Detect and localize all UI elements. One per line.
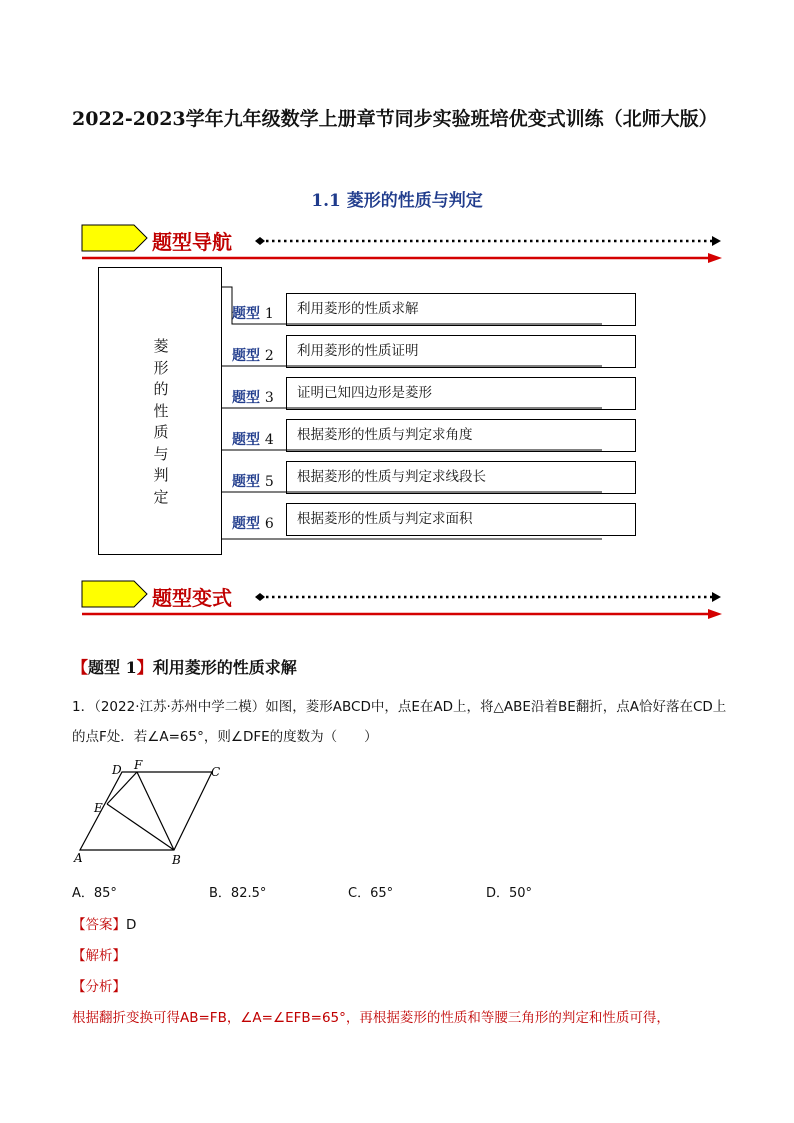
question-type-heading: 【题型 1】利用菱形的性质求解 [72, 658, 297, 677]
label-A: A [74, 851, 83, 865]
variant-banner [80, 578, 730, 623]
type-tag-1: 题型 1 [232, 306, 274, 322]
type-row-2: 利用菱形的性质证明 [286, 335, 636, 368]
type-row-5: 根据菱形的性质与判定求线段长 [286, 461, 636, 494]
option-a: A．85° [72, 886, 117, 901]
type-row-6: 根据菱形的性质与判定求面积 [286, 503, 636, 536]
label-F: F [134, 758, 143, 772]
variant-banner-label: 题型变式 [152, 586, 232, 610]
type-tag-5: 题型 5 [232, 474, 274, 490]
question-text: 1．（2022·江苏·苏州中学二模）如图，菱形ABCD中，点E在AD上，将△ABE沿着BE翻折，点A恰好落在CD上的点F处．若∠A=65°，则∠DFE的度数为（ ） [72, 699, 727, 745]
option-c: C．65° [348, 886, 394, 901]
label-D: D [112, 763, 122, 777]
nav-banner-label: 题型导航 [152, 230, 232, 254]
document-title: 2022-2023学年九年级数学上册章节同步实验班培优变式训练（北师大版） [72, 108, 718, 130]
analysis-text: 根据翻折变换可得AB=FB，∠A=∠EFB=65°，再根据菱形的性质和等腰三角形的判定和性质可得， [72, 1010, 670, 1026]
option-d: D．50° [486, 886, 533, 901]
type-tag-2: 题型 2 [232, 348, 274, 364]
rhombus-figure [70, 758, 250, 868]
type-row-3: 证明已知四边形是菱形 [286, 377, 636, 410]
label-B: B [172, 853, 181, 867]
topic-label-text: 菱 形 的 性 质 与 判 定 [153, 337, 169, 506]
option-b: B．82.5° [209, 886, 267, 901]
type-tag-6: 题型 6 [232, 516, 274, 532]
label-C: C [211, 765, 221, 779]
type-row-1: 利用菱形的性质求解 [286, 293, 636, 326]
analysis-label: 【解析】 [72, 948, 126, 964]
answer-line: 【答案】D [72, 917, 137, 933]
type-tag-4: 题型 4 [232, 432, 274, 448]
label-E: E [94, 801, 103, 815]
type-row-4: 根据菱形的性质与判定求角度 [286, 419, 636, 452]
section-subtitle: 1.1 菱形的性质与判定 [311, 191, 483, 211]
fenxi-label: 【分析】 [72, 979, 126, 995]
type-tag-3: 题型 3 [232, 390, 274, 406]
